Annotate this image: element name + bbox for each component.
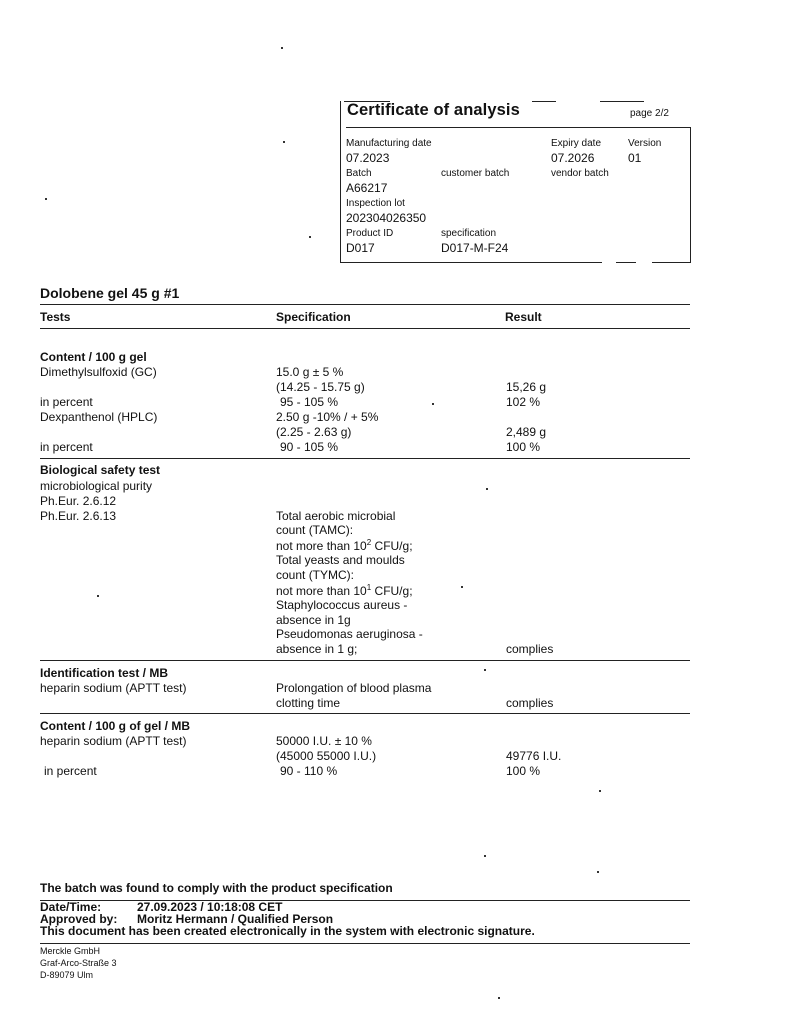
datetime-label: Date/Time: — [40, 900, 102, 914]
column-result: Result — [505, 310, 542, 324]
version: 01 — [628, 151, 642, 165]
product-id: D017 — [346, 241, 375, 255]
percent-spec: 90 - 110 % — [280, 764, 338, 778]
spec-line: count (TAMC): — [276, 523, 354, 537]
spec-value: 2.50 g -10% / + 5% — [276, 410, 379, 424]
vendor-batch-label: vendor batch — [551, 168, 609, 179]
product-id-label: Product ID — [346, 228, 394, 239]
certificate-title: Certificate of analysis — [347, 101, 520, 119]
specification-code: D017-M-F24 — [441, 241, 509, 255]
result-value: 2,489 g — [506, 425, 547, 439]
title-rule — [40, 304, 690, 305]
customer-batch-label: customer batch — [441, 168, 510, 179]
expiry-date-label: Expiry date — [551, 138, 602, 149]
percent-result: 100 % — [506, 764, 541, 778]
spec-line: Staphylococcus aureus - — [276, 598, 408, 612]
spec-line: Total aerobic microbial — [276, 509, 396, 523]
spec-value: 15.0 g ± 5 % — [276, 365, 344, 379]
section-divider — [40, 458, 690, 459]
company-name: Merckle GmbH — [40, 946, 101, 956]
batch-label: Batch — [346, 168, 372, 179]
section-heading: Content / 100 g of gel / MB — [40, 719, 191, 733]
section-heading: Identification test / MB — [40, 666, 169, 680]
pharmacopoeia-ref: Ph.Eur. 2.6.12 — [40, 494, 117, 508]
result-value: complies — [506, 696, 554, 710]
specification-label: specification — [441, 228, 497, 239]
spec-range: (45000 55000 I.U.) — [276, 749, 377, 763]
section-heading: Content / 100 g gel — [40, 350, 147, 364]
product-title: Dolobene gel 45 g #1 — [40, 285, 180, 301]
company-street: Graf-Arco-Straße 3 — [40, 958, 117, 968]
expiry-date: 07.2026 — [551, 151, 595, 165]
spec-value: 50000 I.U. ± 10 % — [276, 734, 372, 748]
approved-label: Approved by: — [40, 912, 118, 926]
spec-line: not more than $10^1$ CFU/g; — [276, 583, 413, 598]
result-value: complies — [506, 642, 554, 656]
spec-range: (14.25 - 15.75 g) — [276, 380, 365, 394]
spec-line: Pseudomonas aeruginosa - — [276, 627, 423, 641]
spec-line: Prolongation of blood plasma — [276, 681, 432, 695]
percent-spec: 90 - 105 % — [280, 440, 339, 454]
test-name: Dimethylsulfoxid (GC) — [40, 365, 157, 379]
test-name: Dexpanthenol (HPLC) — [40, 410, 158, 424]
batch: A66217 — [346, 181, 388, 195]
compliance-statement: The batch was found to comply with the product specification — [40, 881, 393, 895]
spec-line: not more than $10^2$ CFU/g; — [276, 538, 413, 553]
percent-label: in percent — [44, 764, 97, 778]
spec-line: Total yeasts and moulds — [276, 553, 405, 567]
result-value: 15,26 g — [506, 380, 547, 394]
version-label: Version — [628, 138, 662, 149]
percent-result: 102 % — [506, 395, 541, 409]
footer-rule — [40, 943, 690, 944]
spec-line: absence in 1 g; — [276, 642, 358, 656]
inspection-lot-label: Inspection lot — [346, 198, 405, 209]
approved-by: Moritz Hermann / Qualified Person — [137, 912, 334, 926]
column-tests: Tests — [40, 310, 71, 324]
test-name: heparin sodium (APTT test) — [40, 734, 187, 748]
spec-line: clotting time — [276, 696, 341, 710]
manufacturing-date-label: Manufacturing date — [346, 138, 432, 149]
spec-range: (2.25 - 2.63 g) — [276, 425, 352, 439]
percent-label: in percent — [40, 395, 93, 409]
spec-line: count (TYMC): — [276, 568, 355, 582]
section-divider — [40, 713, 690, 714]
percent-label: in percent — [40, 440, 93, 454]
spec-line: absence in 1g — [276, 613, 351, 627]
result-value: 49776 I.U. — [506, 749, 562, 763]
test-name: heparin sodium (APTT test) — [40, 681, 187, 695]
page-number: page 2/2 — [630, 108, 669, 119]
section-divider — [40, 660, 690, 661]
pharmacopoeia-ref: Ph.Eur. 2.6.13 — [40, 509, 117, 523]
percent-result: 100 % — [506, 440, 541, 454]
column-specification: Specification — [276, 310, 351, 324]
subheading: microbiological purity — [40, 479, 153, 493]
manufacturing-date: 07.2023 — [346, 151, 390, 165]
company-city: D-89079 Ulm — [40, 970, 94, 980]
section-heading: Biological safety test — [40, 463, 161, 477]
header-rule — [40, 328, 690, 329]
electronic-note: This document has been created electronically in the system with electronic signature. — [40, 924, 535, 938]
inspection-lot: 202304026350 — [346, 211, 427, 225]
percent-spec: 95 - 105 % — [280, 395, 339, 409]
datetime: 27.09.2023 / 10:18:08 CET — [137, 900, 283, 914]
